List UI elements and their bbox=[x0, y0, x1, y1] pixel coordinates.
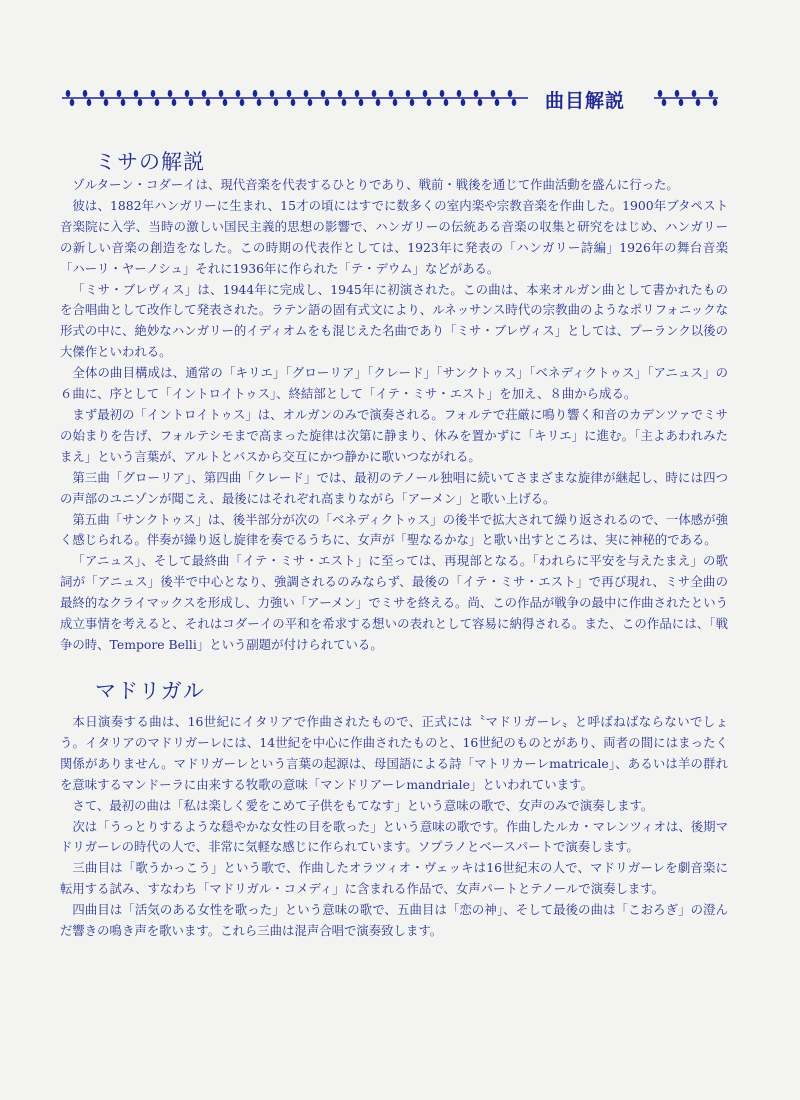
page-title: 曲目解説 bbox=[545, 90, 626, 112]
paragraph: ゾルターン・コダーイは、現代音楽を代表するひとりであり、戦前・戦後を通じて作曲活動を盛んに行った。 bbox=[72, 177, 679, 192]
paragraph: 第三曲「グローリア」、第四曲「クレード」では、最初のテノール独唱に続いてさまざまな旋律が継起し、時には四つの声部のユニゾンが聞こえ、最後にはそれぞれ高まりながら「アーメン」と歌い上げる。 bbox=[60, 469, 728, 506]
paragraph: 全体の曲目構成は、通常の「キリエ」「グローリア」「クレード」「サンクトゥス」「ベネディクトゥス」「アニュス」の６曲に、序として「イントロイトゥス」、終結部として「イテ・ミサ・エスト」を加え、８曲から成る。 bbox=[60, 365, 728, 402]
page-header bbox=[60, 86, 720, 110]
paragraph: 次は「うっとりするような穏やかな女性の目を歌った」という意味の歌です。作曲したルカ・マレンツィオは、後期マドリガーレの時代の人で、非常に気軽な感じに作られています。ソプラノとベースパートで演奏します。 bbox=[60, 818, 728, 855]
paragraph: 「アニュス」、そして最終曲「イテ・ミサ・エスト」に至っては、再現部となる。「われらに平安を与えたまえ」の歌詞が「アニュス」後半で中心となり、強調されるのみならず、最後の「イテ・ミサ・エスト」で再び現れ、ミサ全曲の最終的なクライマックスを形成し、力強い「アーメン」でミサを終える。尚、この作品が戦争の最中に作曲されたという成立事情を考えると、それはコダーイの平和を希求する想いの表れとして容易に納得される。また、この作品には、「戦争の時、Tempore Belli」という副題が付けられている。 bbox=[60, 553, 728, 652]
leaf-vine-ornament-right-icon bbox=[652, 88, 720, 108]
paragraph: 「ミサ・ブレヴィス」は、1944年に完成し、1945年に初演された。この曲は、本来オルガン曲として書かれたものを合唱曲として改作して発表された。ラテン語の固有式文により、ルネッサンス時代の宗教曲のようなポリフォニックな形式の中に、絶妙なハンガリー的イディオムをも混じえた名曲であり「ミサ・ブレヴィス」としては、プーランク以後の大傑作といわれる。 bbox=[60, 281, 728, 360]
paragraph: 四曲目は「活気のある女性を歌った」という意味の歌で、五曲目は「恋の神」、そして最後の曲は「こおろぎ」の澄んだ響きの鳴き声を歌います。これら三曲は混声合唱で演奏致します。 bbox=[60, 902, 728, 939]
paragraph: 三曲目は「歌うかっこう」という歌で、作曲したオラツィオ・ヴェッキは16世紀末の人で、マドリガーレを劇音楽に転用する試み、すなわち「マドリガル・コメディ」に含まれる作品で、女声パートとテノールで演奏します。 bbox=[60, 860, 728, 897]
leaf-vine-ornament-left-icon bbox=[60, 88, 530, 108]
section-heading-missa: ミサの解説 bbox=[95, 150, 205, 174]
paragraph: 本日演奏する曲は、16世紀にイタリアで作曲されたもので、正式には〝マドリガーレ〟と呼ばねばならないでしょう。イタリアのマドリガーレには、14世紀を中心に作曲されたものと、16世紀のものとがあり、両者の間にはまったく関係がありません。マドリガーレという言葉の起源は、母国語による詩「マトリカーレmatricale」、あるいは羊の群れを意味するマンドーラに由来する牧歌の意味「マンドリアーレmandriale」といわれています。 bbox=[60, 714, 728, 792]
paragraph: さて、最初の曲は「私は楽しく愛をこめて子供をもてなす」という意味の歌で、女声のみで演奏します。 bbox=[72, 797, 654, 813]
madrigal-commentary bbox=[60, 712, 728, 942]
paragraph: まず最初の「イントロイトゥス」は、オルガンのみで演奏される。フォルテで荘厳に鳴り響く和音のカデンツァでミサの始まりを告げ、フォルテシモまで高まった旋律は次第に静まり、休みを置かずに「キリエ」に進む。「主よあわれみたまえ」という言葉が、アルトとバスから交互にかつ静かに歌いつながれる。 bbox=[60, 406, 728, 464]
paragraph: 彼は、1882年ハンガリーに生まれ、15才の頃にはすでに数多くの室内楽や宗教音楽を作曲した。1900年ブタペスト音楽院に入学、当時の激しい国民主義的思想の影響で、ハンガリーの伝統ある音楽の収集と研究をはじめ、ハンガリーの新しい音楽の創造をなした。この時期の代表作としては、1923年に発表の「ハンガリー詩編」1926年の舞台音楽「ハーリ・ヤーノシュ」それに1936年に作られた「テ・デウム」などがある。 bbox=[60, 197, 728, 276]
paragraph: 第五曲「サンクトゥス」は、後半部分が次の「ベネディクトゥス」の後半で拡大されて繰り返されるので、一体感が強く感じられる。伴奏が繰り返し旋律を奏でるうちに、女声が「聖なるかな」と歌い出すところは、実に神秘的である。 bbox=[60, 511, 728, 548]
section-heading-madrigal: マドリガル bbox=[95, 679, 205, 703]
missa-commentary bbox=[60, 175, 728, 656]
